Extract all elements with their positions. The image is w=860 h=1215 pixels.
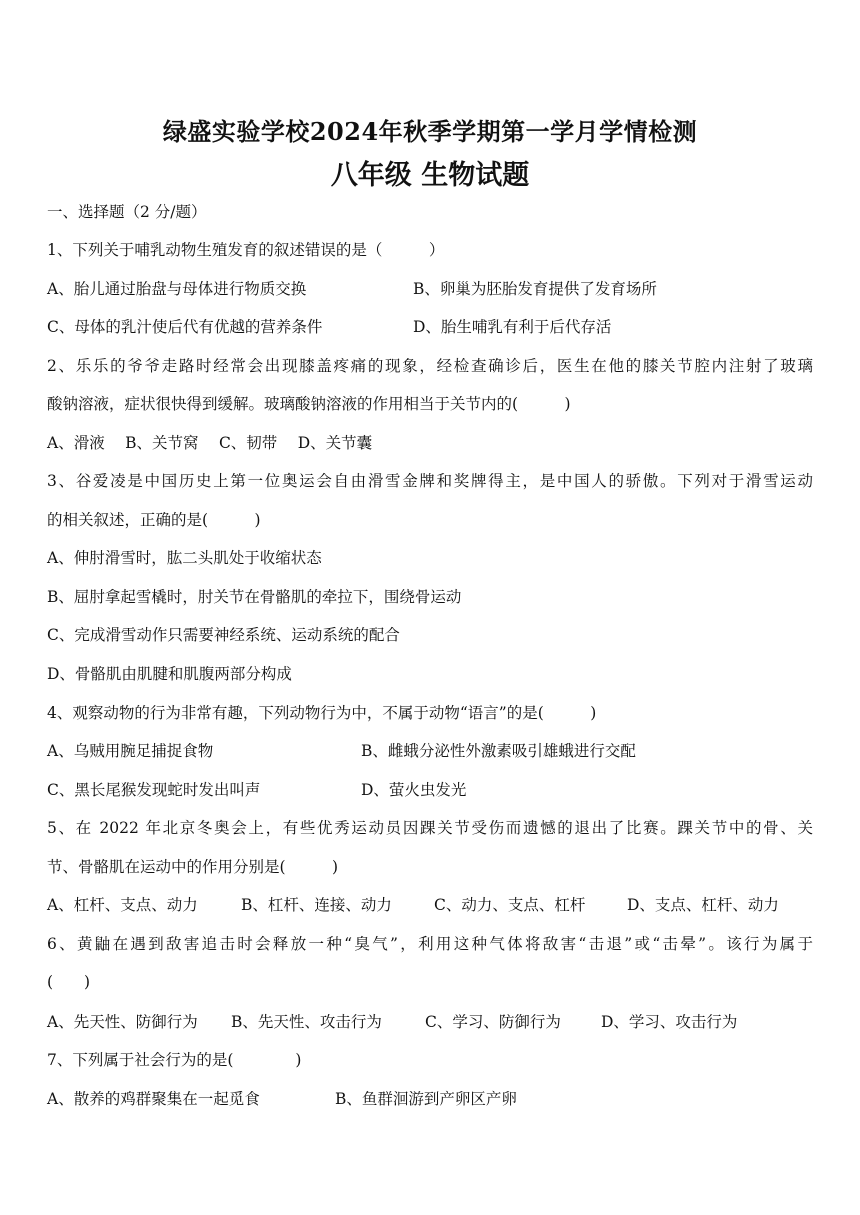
question-1-option-c: C、母体的乳汁使后代有优越的营养条件 [47, 318, 323, 336]
section-heading: 一、选择题（2 分/题） [47, 203, 207, 221]
question-6-options [47, 1012, 813, 1032]
question-5-options [47, 895, 813, 915]
exam-title: 绿盛实验学校2024年秋季学期第一学月学情检测 [162, 117, 698, 146]
question-1-options-row-1 [47, 279, 813, 299]
question-1-option-b: B、卵巢为胚胎发育提供了发育场所 [413, 280, 657, 298]
question-7-options [47, 1089, 813, 1109]
question-5-stem-line-2: 节、骨骼肌在运动中的作用分别是( ) [47, 858, 339, 876]
question-6-option-a: A、先天性、防御行为 [47, 1013, 198, 1031]
question-3-option-d: D、骨骼肌由肌腱和肌腹两部分构成 [47, 665, 292, 683]
question-5-stem-line-1: 5、在 2022 年北京冬奥会上，有些优秀运动员因踝关节受伤而遗憾的退出了比赛。踝关节中的骨、关 [47, 819, 813, 837]
question-7-option-b: B、鱼群洄游到产卵区产卵 [335, 1090, 517, 1108]
question-1-stem: 1、下列关于哺乳动物生殖发育的叙述错误的是（ ） [47, 241, 445, 259]
question-4-option-c: C、黑长尾猴发现蛇时发出叫声 [47, 781, 261, 799]
question-6-option-c: C、学习、防御行为 [425, 1013, 561, 1031]
question-3-option-c: C、完成滑雪动作只需要神经系统、运动系统的配合 [47, 626, 400, 644]
question-3-stem-line-1: 3、谷爱凌是中国历史上第一位奥运会自由滑雪金牌和奖牌得主，是中国人的骄傲。下列对于滑雪运动 [47, 472, 813, 490]
question-2-stem-line-2: 酸钠溶液，症状很快得到缓解。玻璃酸钠溶液的作用相当于关节内的( ) [47, 395, 571, 413]
question-6-option-d: D、学习、攻击行为 [601, 1013, 738, 1031]
question-1-options-row-2 [47, 317, 813, 337]
exam-subtitle: 八年级 生物试题 [330, 160, 530, 191]
question-1-option-a: A、胎儿通过胎盘与母体进行物质交换 [47, 280, 307, 298]
question-5-option-a: A、杠杆、支点、动力 [47, 896, 198, 914]
question-2-options: A、滑液 B、关节窝 C、韧带 D、关节囊 [47, 434, 373, 452]
question-7-stem: 7、下列属于社会行为的是( ) [47, 1051, 302, 1069]
question-4-option-d: D、萤火虫发光 [361, 781, 467, 799]
question-5-option-b: B、杠杆、连接、动力 [241, 896, 392, 914]
question-6-stem-line-1: 6、黄鼬在遇到敌害追击时会释放一种“臭气”，利用这种气体将敌害“击退”或“击晕”。该行为属于 [47, 935, 813, 953]
question-5-option-c: C、动力、支点、杠杆 [434, 896, 586, 914]
question-4-stem: 4、观察动物的行为非常有趣，下列动物行为中，不属于动物“语言”的是( ) [47, 704, 597, 722]
question-4-option-a: A、乌贼用腕足捕捉食物 [47, 742, 214, 760]
question-4-options-row-2 [47, 780, 813, 800]
question-3-option-b: B、屈肘拿起雪橇时，肘关节在骨骼肌的牵拉下，围绕骨运动 [47, 588, 462, 606]
question-5-option-d: D、支点、杠杆、动力 [627, 896, 779, 914]
question-4-options-row-1 [47, 741, 813, 761]
question-7-option-a: A、散养的鸡群聚集在一起觅食 [47, 1090, 260, 1108]
question-4-option-b: B、雌蛾分泌性外激素吸引雄蛾进行交配 [361, 742, 636, 760]
question-3-stem-line-2: 的相关叙述，正确的是( ) [47, 511, 261, 529]
question-6-option-b: B、先天性、攻击行为 [231, 1013, 382, 1031]
question-6-stem-line-2: ( ) [47, 973, 91, 991]
question-2-stem-line-1: 2、乐乐的爷爷走路时经常会出现膝盖疼痛的现象，经检查确诊后，医生在他的膝关节腔内注射了玻璃 [47, 357, 813, 375]
question-1-option-d: D、胎生哺乳有利于后代存活 [413, 318, 612, 336]
question-3-option-a: A、伸肘滑雪时，肱二头肌处于收缩状态 [47, 549, 322, 567]
